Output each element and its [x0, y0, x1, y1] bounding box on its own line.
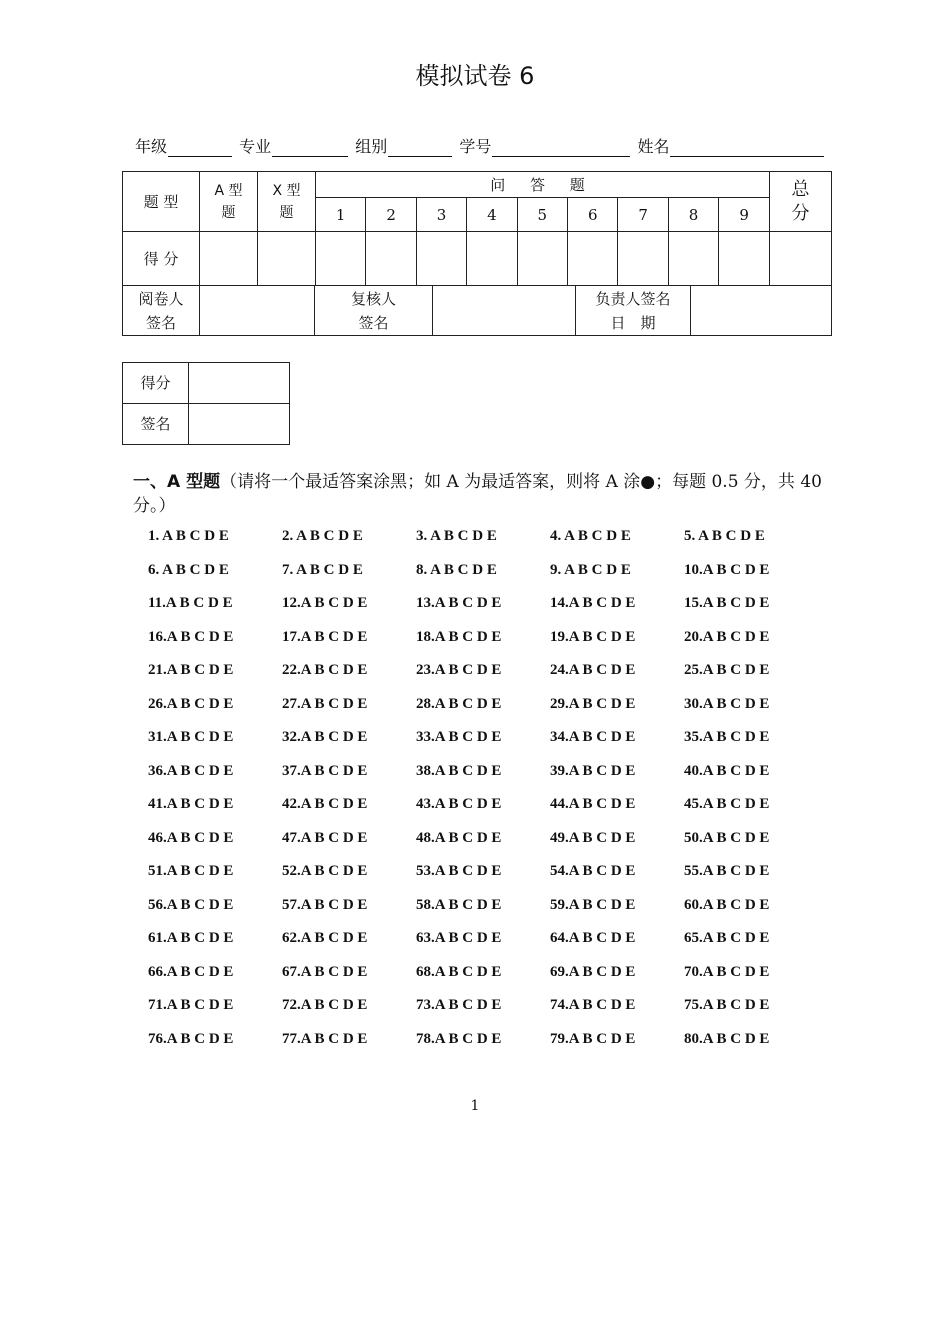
- reviewer-line1: 复核人: [350, 289, 396, 308]
- question-item-61[interactable]: 61.A B C D E: [148, 930, 234, 946]
- question-item-20[interactable]: 20.A B C D E: [684, 628, 770, 645]
- question-item-31[interactable]: 31.A B C D E: [148, 729, 234, 745]
- question-item-6[interactable]: 6. A B C D E: [148, 561, 229, 578]
- question-item-22[interactable]: 22.A B C D E: [282, 662, 368, 678]
- essay-number-7: 7: [618, 198, 668, 232]
- question-item-69[interactable]: 69.A B C D E: [550, 963, 636, 980]
- question-item-24[interactable]: 24.A B C D E: [550, 662, 636, 678]
- x-type-line2: 题: [279, 204, 294, 221]
- grader-line1: 阅卷人: [138, 289, 184, 308]
- score-table: [122, 171, 832, 286]
- section-score-label: 得分: [123, 363, 189, 404]
- score-cell-q5[interactable]: [517, 232, 567, 286]
- question-item-26[interactable]: 26.A B C D E: [148, 695, 234, 712]
- total-line1: 总: [791, 178, 810, 200]
- section-instruction-text: （请将一个最适答案涂黑；如 A 为最适答案，则将 A 涂●；每题 0.5 分，共 40 分。）: [133, 472, 822, 516]
- essay-number-4: 4: [467, 198, 517, 232]
- question-item-15[interactable]: 15.A B C D E: [684, 595, 770, 611]
- question-item-50[interactable]: 50.A B C D E: [684, 829, 770, 846]
- question-item-58[interactable]: 58.A B C D E: [416, 896, 502, 913]
- question-item-12[interactable]: 12.A B C D E: [282, 595, 368, 611]
- question-item-49[interactable]: 49.A B C D E: [550, 829, 636, 846]
- grader-line2: 签名: [145, 313, 176, 332]
- question-item-34[interactable]: 34.A B C D E: [550, 729, 636, 745]
- supervisor-line1: 负责人签名: [595, 289, 671, 308]
- group-label: 组别: [355, 137, 388, 156]
- question-item-79[interactable]: 79.A B C D E: [550, 1030, 636, 1047]
- question-item-70[interactable]: 70.A B C D E: [684, 963, 770, 980]
- question-item-43[interactable]: 43.A B C D E: [416, 796, 502, 812]
- student-info-line: [135, 134, 826, 157]
- question-item-74[interactable]: 74.A B C D E: [550, 997, 636, 1013]
- score-cell-q2[interactable]: [366, 232, 416, 286]
- grader-label: [123, 286, 200, 336]
- page-number: 1: [470, 1098, 480, 1114]
- question-item-60[interactable]: 60.A B C D E: [684, 896, 770, 913]
- name-field[interactable]: [670, 140, 824, 157]
- question-item-8[interactable]: 8. A B C D E: [416, 561, 497, 578]
- question-item-68[interactable]: 68.A B C D E: [416, 963, 502, 980]
- question-item-63[interactable]: 63.A B C D E: [416, 930, 502, 946]
- score-cell-q7[interactable]: [618, 232, 668, 286]
- score-cell-x[interactable]: [258, 232, 316, 286]
- reviewer-label: [315, 286, 433, 336]
- question-item-55[interactable]: 55.A B C D E: [684, 863, 770, 879]
- question-item-44[interactable]: 44.A B C D E: [550, 796, 636, 812]
- a-type-line2: 题: [221, 204, 236, 221]
- question-item-3[interactable]: 3. A B C D E: [416, 528, 497, 544]
- question-item-80[interactable]: 80.A B C D E: [684, 1030, 770, 1047]
- essay-number-3: 3: [416, 198, 466, 232]
- section-score-table: [122, 362, 290, 445]
- question-item-10[interactable]: 10.A B C D E: [684, 561, 770, 578]
- section-score-cell[interactable]: [189, 363, 290, 404]
- grader-signature-cell[interactable]: [200, 286, 315, 336]
- question-item-45[interactable]: 45.A B C D E: [684, 796, 770, 812]
- grade-field[interactable]: [168, 140, 232, 157]
- supervisor-label: [576, 286, 691, 336]
- name-label: 姓名: [637, 137, 670, 156]
- question-item-39[interactable]: 39.A B C D E: [550, 762, 636, 779]
- question-item-4[interactable]: 4. A B C D E: [550, 528, 631, 544]
- student-id-field[interactable]: [492, 140, 630, 157]
- question-item-7[interactable]: 7. A B C D E: [282, 561, 363, 578]
- reviewer-signature-cell[interactable]: [433, 286, 576, 336]
- question-item-40[interactable]: 40.A B C D E: [684, 762, 770, 779]
- question-item-36[interactable]: 36.A B C D E: [148, 762, 234, 779]
- question-item-21[interactable]: 21.A B C D E: [148, 662, 234, 678]
- question-item-51[interactable]: 51.A B C D E: [148, 863, 234, 879]
- question-item-33[interactable]: 33.A B C D E: [416, 729, 502, 745]
- question-item-52[interactable]: 52.A B C D E: [282, 863, 368, 879]
- question-item-32[interactable]: 32.A B C D E: [282, 729, 368, 745]
- essay-number-2: 2: [366, 198, 416, 232]
- question-item-53[interactable]: 53.A B C D E: [416, 863, 502, 879]
- question-item-77[interactable]: 77.A B C D E: [282, 1030, 368, 1047]
- score-row-label: 得 分: [123, 232, 200, 286]
- score-cell-q6[interactable]: [568, 232, 618, 286]
- essay-header: 问 答 题: [316, 172, 770, 198]
- major-field[interactable]: [272, 140, 348, 157]
- total-header: [770, 172, 832, 232]
- question-item-73[interactable]: 73.A B C D E: [416, 997, 502, 1013]
- essay-number-6: 6: [568, 198, 618, 232]
- essay-number-8: 8: [668, 198, 718, 232]
- signature-table: [122, 285, 832, 336]
- score-cell-q4[interactable]: [467, 232, 517, 286]
- question-item-76[interactable]: 76.A B C D E: [148, 1030, 234, 1047]
- x-type-line1: X 型: [272, 182, 301, 199]
- question-item-37[interactable]: 37.A B C D E: [282, 762, 368, 779]
- score-cell-a[interactable]: [200, 232, 258, 286]
- score-cell-q9[interactable]: [719, 232, 770, 286]
- question-item-19[interactable]: 19.A B C D E: [550, 628, 636, 645]
- question-item-1[interactable]: 1. A B C D E: [148, 528, 229, 544]
- section-sign-label: 签名: [123, 404, 189, 445]
- a-type-header: [200, 172, 258, 232]
- reviewer-line2: 签名: [358, 313, 389, 332]
- score-cell-q8[interactable]: [668, 232, 718, 286]
- question-item-14[interactable]: 14.A B C D E: [550, 595, 636, 611]
- group-field[interactable]: [388, 140, 452, 157]
- student-id-label: 学号: [459, 137, 492, 156]
- question-item-11[interactable]: 11.A B C D E: [148, 595, 233, 611]
- total-line2: 分: [791, 202, 810, 224]
- essay-number-9: 9: [719, 198, 770, 232]
- score-cell-q3[interactable]: [416, 232, 466, 286]
- question-item-67[interactable]: 67.A B C D E: [282, 963, 368, 980]
- question-item-27[interactable]: 27.A B C D E: [282, 695, 368, 712]
- question-item-9[interactable]: 9. A B C D E: [550, 561, 631, 578]
- question-item-75[interactable]: 75.A B C D E: [684, 997, 770, 1013]
- page-title: 模拟试卷 6: [415, 62, 535, 90]
- question-item-62[interactable]: 62.A B C D E: [282, 930, 368, 946]
- question-item-47[interactable]: 47.A B C D E: [282, 829, 368, 846]
- section-heading: 一、A 型题: [133, 472, 221, 492]
- question-item-30[interactable]: 30.A B C D E: [684, 695, 770, 712]
- question-item-16[interactable]: 16.A B C D E: [148, 628, 234, 645]
- question-item-65[interactable]: 65.A B C D E: [684, 930, 770, 946]
- major-label: 专业: [239, 137, 272, 156]
- section-sign-cell[interactable]: [189, 404, 290, 445]
- question-item-18[interactable]: 18.A B C D E: [416, 628, 502, 645]
- question-item-5[interactable]: 5. A B C D E: [684, 528, 765, 544]
- essay-number-1: 1: [316, 198, 366, 232]
- question-item-78[interactable]: 78.A B C D E: [416, 1030, 502, 1047]
- supervisor-line2: 日 期: [610, 313, 656, 332]
- question-item-17[interactable]: 17.A B C D E: [282, 628, 368, 645]
- question-item-13[interactable]: 13.A B C D E: [416, 595, 502, 611]
- score-cell-total[interactable]: [770, 232, 832, 286]
- grade-label: 年级: [135, 137, 168, 156]
- x-type-header: [258, 172, 316, 232]
- question-item-2[interactable]: 2. A B C D E: [282, 528, 363, 544]
- question-item-59[interactable]: 59.A B C D E: [550, 896, 636, 913]
- question-item-66[interactable]: 66.A B C D E: [148, 963, 234, 980]
- question-item-42[interactable]: 42.A B C D E: [282, 796, 368, 812]
- question-item-29[interactable]: 29.A B C D E: [550, 695, 636, 712]
- question-item-56[interactable]: 56.A B C D E: [148, 896, 234, 913]
- a-type-line1: A 型: [214, 182, 243, 199]
- score-cell-q1[interactable]: [316, 232, 366, 286]
- question-item-71[interactable]: 71.A B C D E: [148, 997, 234, 1013]
- question-item-46[interactable]: 46.A B C D E: [148, 829, 234, 846]
- question-item-57[interactable]: 57.A B C D E: [282, 896, 368, 913]
- question-item-64[interactable]: 64.A B C D E: [550, 930, 636, 946]
- question-item-41[interactable]: 41.A B C D E: [148, 796, 234, 812]
- question-item-72[interactable]: 72.A B C D E: [282, 997, 368, 1013]
- question-item-54[interactable]: 54.A B C D E: [550, 863, 636, 879]
- question-item-23[interactable]: 23.A B C D E: [416, 662, 502, 678]
- section-instruction: [133, 470, 833, 518]
- supervisor-signature-cell[interactable]: [691, 286, 832, 336]
- question-item-35[interactable]: 35.A B C D E: [684, 729, 770, 745]
- question-item-38[interactable]: 38.A B C D E: [416, 762, 502, 779]
- essay-number-5: 5: [517, 198, 567, 232]
- question-item-48[interactable]: 48.A B C D E: [416, 829, 502, 846]
- question-type-header: 题 型: [123, 172, 200, 232]
- question-item-25[interactable]: 25.A B C D E: [684, 662, 770, 678]
- question-item-28[interactable]: 28.A B C D E: [416, 695, 502, 712]
